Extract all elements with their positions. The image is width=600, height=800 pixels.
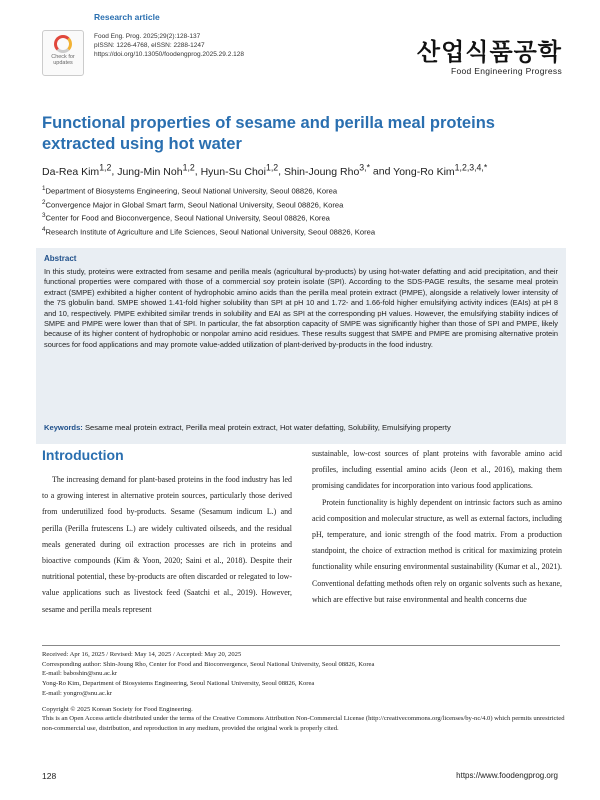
body-column-left	[42, 446, 292, 618]
affiliation-list	[42, 183, 562, 238]
author: Shin-Joung Rho$^{3,*}$	[283, 162, 370, 178]
check-updates-icon	[54, 35, 72, 53]
keywords-text: Sesame meal protein extract, Perilla meal protein extract, Hot water defatting, Solubility, Emulsifying property	[84, 423, 451, 432]
footnotes	[42, 650, 572, 734]
citation: Food Eng. Prog. 2025;29(2):128-137	[94, 33, 201, 40]
paragraph: sustainable, low-cost sources of plant proteins with favorable amino acid profiles, including essential amino acids (Jeon et al., 2016), making them promising candidates for incorporation into various food applications.	[312, 449, 562, 491]
journal-name-english: Food Engineering Progress	[451, 66, 562, 76]
author: Yong-Ro Kim$^{1,2,3,4,*}$	[393, 162, 488, 178]
author: Da-Rea Kim$^{1,2}$	[42, 162, 112, 178]
introduction-heading: Introduction	[42, 447, 124, 463]
email-2[interactable]: E-mail: yongro@snu.ac.kr	[42, 689, 112, 697]
website-link[interactable]: https://www.foodengprog.org	[456, 771, 558, 780]
body-column-right	[312, 446, 562, 608]
abstract-heading: Abstract	[44, 254, 77, 263]
author: Jung-Min Noh$^{1,2}$	[117, 162, 195, 178]
affiliation: $^3$Center for Food and Bioconvergence, Seoul National University, Seoul 08826, Korea	[42, 212, 330, 223]
issn: pISSN: 1226-4768, eISSN: 2288-1247	[94, 42, 205, 49]
page-number: 128	[42, 771, 57, 781]
paragraph: Protein functionality is highly dependent on intrinsic factors such as amino acid composition and molecular structure, as well as external factors, including pH, temperature, and ionic strength of the food matrix. From a production standpoint, the choice of extraction method is critical for maximizing protein functionality while ensuring environmental sustainability (Kumar et al., 2021). Conventional defatting methods often rely on organic solvents such as hexane, which are effective but raise environmental and health concerns due	[312, 497, 562, 604]
affiliation: $^1$Department of Biosystems Engineering, Seoul National University, Seoul 08826, Korea	[42, 185, 338, 196]
copyright: Copyright © 2025 Korean Society for Food Engineering.	[42, 705, 193, 713]
corresponding-author-1: Corresponding author: Shin-Joung Rho, Center for Food and Bioconvergence, Seoul National University, Seoul 08826, Korea	[42, 660, 375, 668]
journal-logo	[417, 40, 562, 76]
article-header	[94, 12, 244, 59]
email-1[interactable]: E-mail: baboshin@snu.ac.kr	[42, 670, 118, 678]
abstract-body: In this study, proteins were extracted from sesame and perilla meals (agricultural by-products) by using hot-water defatting and acid precipitation, and their functional properties were compared with those of a commercial soy protein isolate (SPI). According to the SDS-PAGE results, the sesame meal protein extract (SMPE) exhibited a higher content of hydrophobic amino acids than the perilla meal protein extract (PMPE), alongside a relatively lower intensity of the 7S globulin band. SMPE showed 1.41-fold higher solubility than SPI at pH 10 and 1.72- and 1.66-fold higher emulsifying activity indices (EAIs) at pH 8 and 10, respectively. PMPE exhibited similar trends in solubility and EAI as SPI at the corresponding pH values. However, the emulsifying stability indices of SMPE and PMPE were lower than that of SPI. In particular, the fat absorption capacity of SMPE was significantly higher than those of SPI and PMPE, likely because of its higher content of hydrophobic or nonpolar amino acid residues. These results suggest that SMPE and PMPE are promising alternative protein sources for food applications and may promote value-added utilization of plant-derived by-products in the food industry.	[44, 267, 558, 349]
badge-line-2: updates	[53, 60, 73, 66]
journal-name-korean: 산업식품공학	[416, 39, 562, 66]
affiliation: $^2$Convergence Major in Global Smart farm, Seoul National University, Seoul 08826, Korea	[42, 198, 344, 210]
paragraph: The increasing demand for plant-based proteins in the food industry has led to a growing interest in alternative protein sources, particularly those derived from underutilized food by-products. Sesame (Sesamum indicum L.) and perilla (Perilla frutescens L.) are widely cultivated oilseeds, and the residual meals generated during oil extraction processes are rich in proteins and bioactive compounds (Kim & Yoon, 2020; Saini et al., 2018). Despite their nutritional potential, these by-products are often discarded or relegated to low-value applications such as livestock feed (Saatchi et al., 2019). However, sesame and perilla meals represent	[42, 475, 292, 614]
dates: Received: Apr 16, 2025 / Revised: May 14, 2025 / Accepted: May 20, 2025	[42, 651, 242, 658]
doi-link[interactable]: https://doi.org/10.13050/foodengprog.2025.29.2.128	[94, 51, 244, 58]
keywords	[44, 423, 451, 432]
author: Hyun-Su Choi$^{1,2}$	[200, 162, 279, 178]
license: This is an Open Access article distributed under the terms of the Creative Commons Attribution Non-Commercial License (http://creativecommons.org/licenses/by-nc/4.0) which permits unrestricted non-commercial use, distribution, and reproduction in any medium, provided the original work is properly cited.	[42, 715, 565, 732]
author-list: Da-Rea Kim$^{1,2}$, Jung-Min Noh$^{1,2}$, Hyun-Su Choi$^{1,2}$, Shin-Joung Rho$^{3,*}$ and Yong-Ro Kim$^{1,2,3,4,*}$	[42, 162, 488, 178]
abstract-box	[36, 248, 566, 444]
corresponding-author-2: Yong-Ro Kim, Department of Biosystems Engineering, Seoul National University, Seoul 08826, Korea	[42, 680, 315, 688]
keywords-label: Keywords:	[44, 423, 83, 432]
affiliation: $^4$Research Institute of Agriculture and Life Sciences, Seoul National University, Seoul 08826, Korea	[42, 226, 376, 237]
article-type: Research article	[94, 12, 160, 22]
article-title: Functional properties of sesame and perilla meal proteins extracted using hot water	[42, 114, 495, 153]
badge-line-1: Check for	[51, 54, 75, 60]
check-for-updates-badge[interactable]	[42, 30, 84, 76]
footnote-divider	[42, 645, 560, 646]
